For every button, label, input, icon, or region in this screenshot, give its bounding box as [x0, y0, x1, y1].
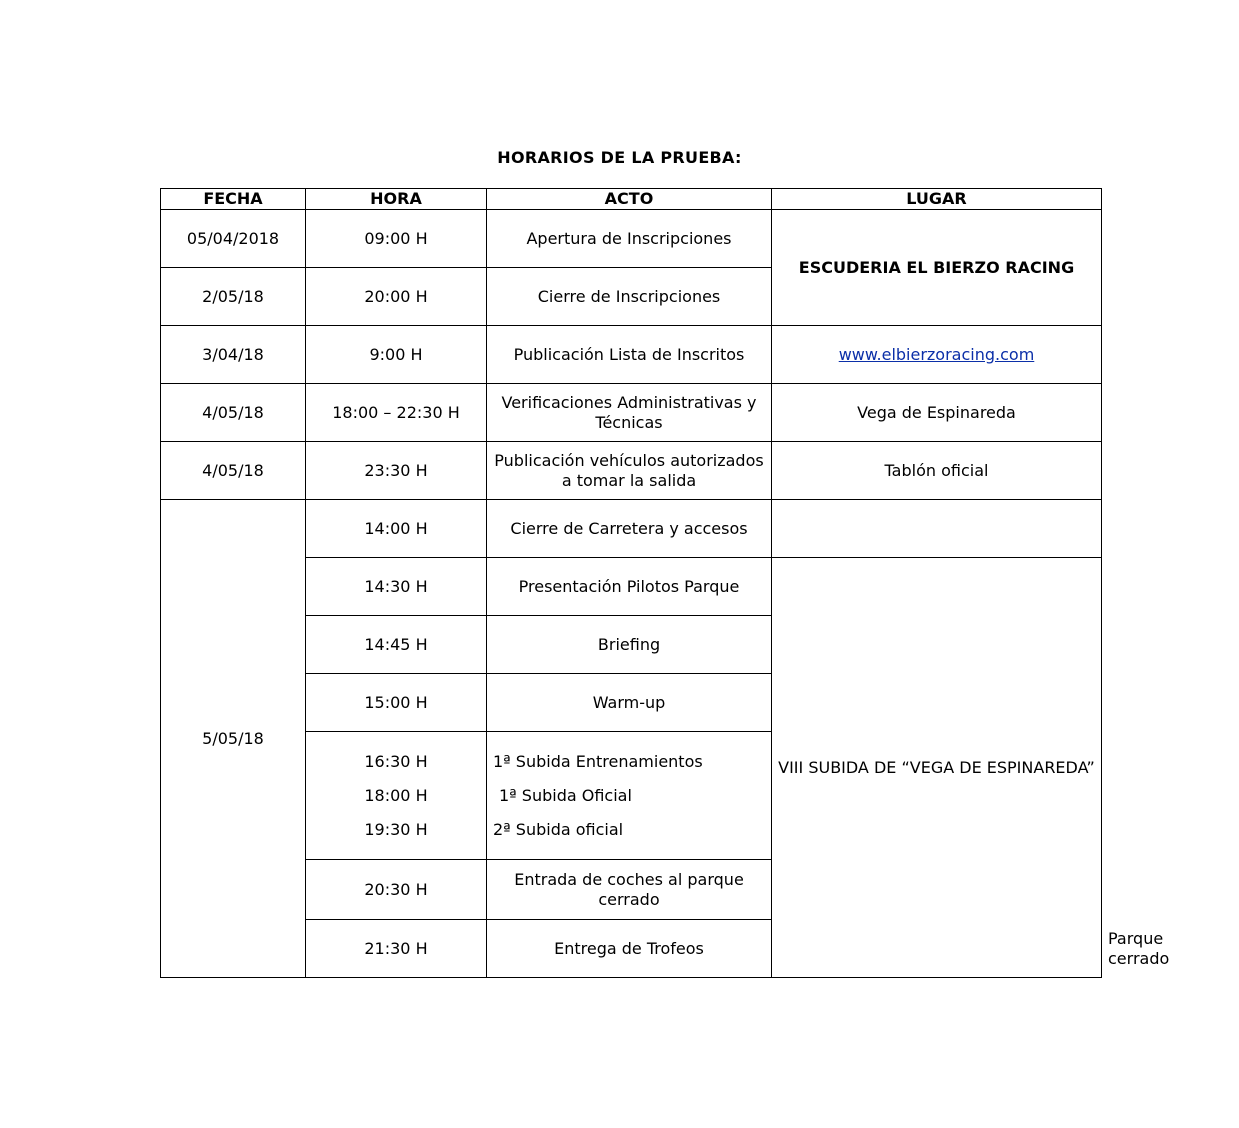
- cell-lugar: [772, 326, 1102, 384]
- cell-acto: Cierre de Inscripciones: [487, 268, 772, 326]
- cell-hora: 18:00 – 22:30 H: [306, 384, 487, 442]
- cell-acto: Apertura de Inscripciones: [487, 210, 772, 268]
- header-lugar: LUGAR: [772, 189, 1102, 210]
- acto-item: 1ª Subida Entrenamientos: [493, 751, 703, 771]
- cell-lugar: Tablón oficial: [772, 442, 1102, 500]
- cell-hora: 20:30 H: [306, 860, 487, 920]
- cell-hora: 23:30 H: [306, 442, 487, 500]
- cell-fecha-carrera: 5/05/18: [161, 500, 306, 978]
- cell-hora: 20:00 H: [306, 268, 487, 326]
- cell-hora: 14:45 H: [306, 616, 487, 674]
- cell-acto: Entrega de Trofeos: [487, 920, 772, 978]
- cell-hora: 09:00 H: [306, 210, 487, 268]
- table-row: 21:30 H Entrega de Trofeos Parque cerrado: [161, 920, 1102, 978]
- cell-fecha: 4/05/18: [161, 442, 306, 500]
- cell-hora: 21:30 H: [306, 920, 487, 978]
- cell-hora: 14:00 H: [306, 500, 487, 558]
- acto-item: 1ª Subida Oficial: [499, 785, 632, 805]
- acto-item: 2ª Subida oficial: [493, 819, 624, 839]
- page-title: HORARIOS DE LA PRUEBA:: [497, 148, 742, 167]
- hora-item: 18:00 H: [364, 785, 428, 805]
- hora-item: 16:30 H: [364, 751, 428, 771]
- schedule-table: [160, 188, 1170, 978]
- cell-acto: Verificaciones Administrativas y Técnicas: [487, 384, 772, 442]
- cell-hora: 9:00 H: [306, 326, 487, 384]
- cell-acto: Briefing: [487, 616, 772, 674]
- header-acto: ACTO: [487, 189, 772, 210]
- cell-lugar-escuderia: ESCUDERIA EL BIERZO RACING: [772, 210, 1102, 326]
- table-row: [161, 384, 1102, 442]
- cell-fecha: 4/05/18: [161, 384, 306, 442]
- cell-acto: Publicación Lista de Inscritos: [487, 326, 772, 384]
- cell-fecha: 05/04/2018: [161, 210, 306, 268]
- cell-fecha: 2/05/18: [161, 268, 306, 326]
- table-row: [161, 500, 1102, 558]
- website-link[interactable]: www.elbierzoracing.com: [838, 344, 1035, 364]
- table-row: [161, 442, 1102, 500]
- cell-lugar-subida: VIII SUBIDA DE “VEGA DE ESPINAREDA”: [772, 558, 1102, 978]
- table-row: [161, 326, 1102, 384]
- hora-item: 19:30 H: [364, 819, 428, 839]
- cell-lugar: Vega de Espinareda: [772, 384, 1102, 442]
- cell-acto: Presentación Pilotos Parque: [487, 558, 772, 616]
- cell-fecha: 3/04/18: [161, 326, 306, 384]
- cell-acto: Warm-up: [487, 674, 772, 732]
- cell-acto: Cierre de Carretera y accesos: [487, 500, 772, 558]
- cell-lugar-empty: [772, 500, 1102, 558]
- header-fecha: FECHA: [161, 189, 306, 210]
- cell-hora: 15:00 H: [306, 674, 487, 732]
- header-hora: HORA: [306, 189, 487, 210]
- cell-acto-stack: [487, 732, 772, 860]
- table-row: [161, 210, 1102, 268]
- cell-acto: Entrada de coches al parque cerrado: [487, 860, 772, 920]
- cell-hora-stack: [306, 732, 487, 860]
- cell-hora: 14:30 H: [306, 558, 487, 616]
- table-header-row: [161, 189, 1102, 210]
- cell-acto: Publicación vehículos autorizados a tomar la salida: [487, 442, 772, 500]
